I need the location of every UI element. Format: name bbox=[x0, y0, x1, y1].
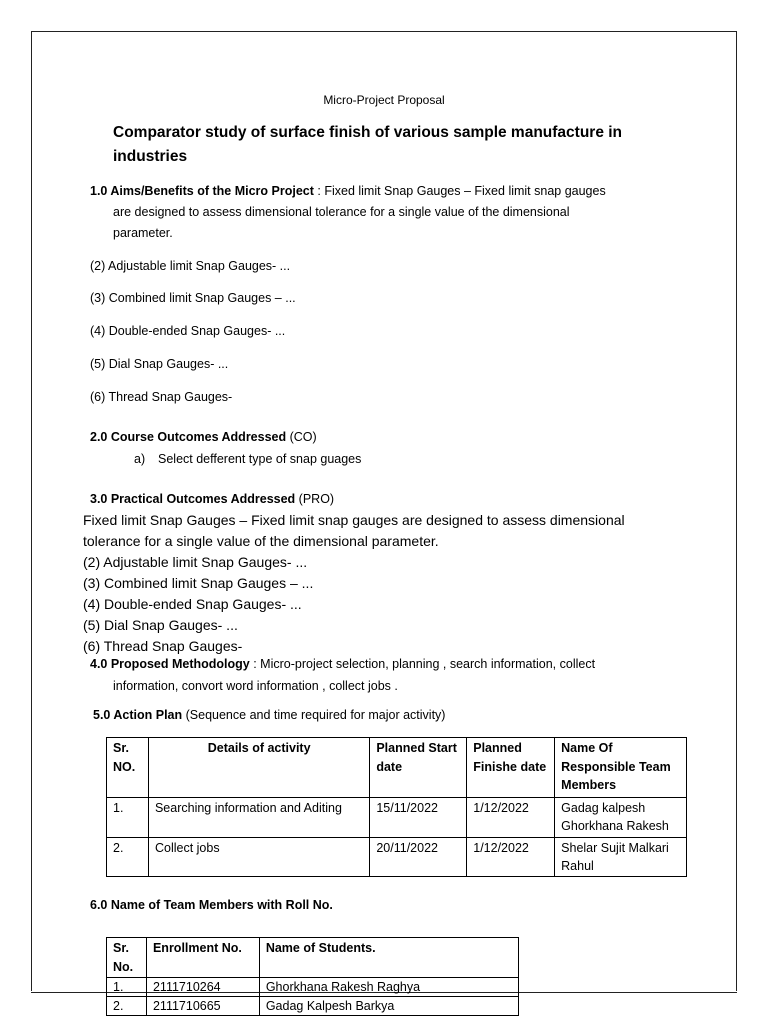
section-3-item: (5) Dial Snap Gauges- ... bbox=[83, 617, 238, 633]
cell-student-name: Gadag Kalpesh Barkya bbox=[259, 997, 518, 1016]
section-1-item: (2) Adjustable limit Snap Gauges- ... bbox=[90, 259, 291, 273]
cell-sr: 2. bbox=[107, 838, 149, 877]
col-header-start: Planned Start date bbox=[370, 738, 467, 798]
section-1-line-1 bbox=[90, 181, 606, 202]
section-2-heading-line bbox=[90, 427, 317, 448]
section-1-heading: 1.0 Aims/Benefits of the Micro Project bbox=[90, 184, 314, 198]
cell-sr: 1. bbox=[107, 798, 149, 838]
section-4-text-2: information, convort word information , collect jobs . bbox=[113, 679, 398, 693]
section-3-suffix: (PRO) bbox=[295, 492, 335, 506]
section-2-item: Select defferent type of snap guages bbox=[158, 452, 362, 466]
team-members-table bbox=[106, 937, 519, 1016]
col-header-student-name: Name of Students. bbox=[259, 938, 518, 978]
col-header-sr: Sr. No. bbox=[107, 938, 147, 978]
section-1-item: (5) Dial Snap Gauges- ... bbox=[90, 357, 229, 371]
section-4-heading: 4.0 Proposed Methodology bbox=[90, 657, 250, 671]
cell-student-name: Ghorkhana Rakesh Raghya bbox=[259, 978, 518, 997]
section-4-text-1: : Micro-project selection, planning , search information, collect bbox=[249, 657, 596, 671]
cell-activity: Collect jobs bbox=[148, 838, 369, 877]
col-header-activity: Details of activity bbox=[148, 738, 369, 798]
cell-start-date: 20/11/2022 bbox=[370, 838, 467, 877]
cell-sr: 2. bbox=[107, 997, 147, 1016]
section-1-text-2: are designed to assess dimensional tolerance for a single value of the dimensional bbox=[113, 205, 570, 219]
table-row bbox=[107, 838, 687, 877]
cell-members: Gadag kalpesh Ghorkhana Rakesh bbox=[555, 798, 687, 838]
section-1-text-3: parameter. bbox=[113, 226, 173, 240]
section-6-heading: 6.0 Name of Team Members with Roll No. bbox=[90, 898, 333, 912]
section-2-heading: 2.0 Course Outcomes Addressed bbox=[90, 430, 287, 444]
cell-sr: 1. bbox=[107, 978, 147, 997]
table-row bbox=[107, 978, 519, 997]
section-3-item: (6) Thread Snap Gauges- bbox=[83, 638, 243, 654]
col-header-sr: Sr. NO. bbox=[107, 738, 149, 798]
section-5-heading-line bbox=[93, 705, 445, 726]
section-5-heading: 5.0 Action Plan bbox=[93, 708, 183, 722]
cell-enrollment: 2111710264 bbox=[146, 978, 259, 997]
section-1-item: (3) Combined limit Snap Gauges – ... bbox=[90, 291, 296, 305]
table-header-row bbox=[107, 738, 687, 798]
section-5-suffix: (Sequence and time required for major activity) bbox=[182, 708, 446, 722]
col-header-finish: Planned Finishe date bbox=[467, 738, 555, 798]
cell-members: Shelar Sujit Malkari Rahul bbox=[555, 838, 687, 877]
table-header-row bbox=[107, 938, 519, 978]
proposal-label: Micro-Project Proposal bbox=[323, 93, 445, 107]
section-1-item: (4) Double-ended Snap Gauges- ... bbox=[90, 324, 286, 338]
section-4-line-1 bbox=[90, 654, 595, 675]
section-2-item-marker: a) bbox=[134, 452, 146, 466]
section-3-line-1: Fixed limit Snap Gauges – Fixed limit snap gauges are designed to assess dimensional bbox=[83, 512, 625, 528]
section-3-heading: 3.0 Practical Outcomes Addressed bbox=[90, 492, 296, 506]
section-3-item: (4) Double-ended Snap Gauges- ... bbox=[83, 596, 302, 612]
table-row bbox=[107, 798, 687, 838]
cell-activity: Searching information and Aditing bbox=[148, 798, 369, 838]
action-plan-table bbox=[106, 737, 687, 877]
document-title: Comparator study of surface finish of various sample manufacture in industries bbox=[113, 124, 623, 165]
table-row bbox=[107, 997, 519, 1016]
section-3-item: (2) Adjustable limit Snap Gauges- ... bbox=[83, 554, 308, 570]
section-3-item: (3) Combined limit Snap Gauges – ... bbox=[83, 575, 314, 591]
col-header-members: Name Of Responsible Team Members bbox=[555, 738, 687, 798]
cell-finish-date: 1/12/2022 bbox=[467, 838, 555, 877]
section-3-line-2: tolerance for a single value of the dimensional parameter. bbox=[83, 533, 439, 549]
cell-start-date: 15/11/2022 bbox=[370, 798, 467, 838]
cell-enrollment: 2111710665 bbox=[146, 997, 259, 1016]
section-2-suffix: (CO) bbox=[286, 430, 317, 444]
section-1-text-1: : Fixed limit Snap Gauges – Fixed limit snap gauges bbox=[313, 184, 606, 198]
section-1-item: (6) Thread Snap Gauges- bbox=[90, 390, 233, 404]
col-header-enrollment: Enrollment No. bbox=[146, 938, 259, 978]
section-3-heading-line bbox=[90, 489, 334, 510]
cell-finish-date: 1/12/2022 bbox=[467, 798, 555, 838]
